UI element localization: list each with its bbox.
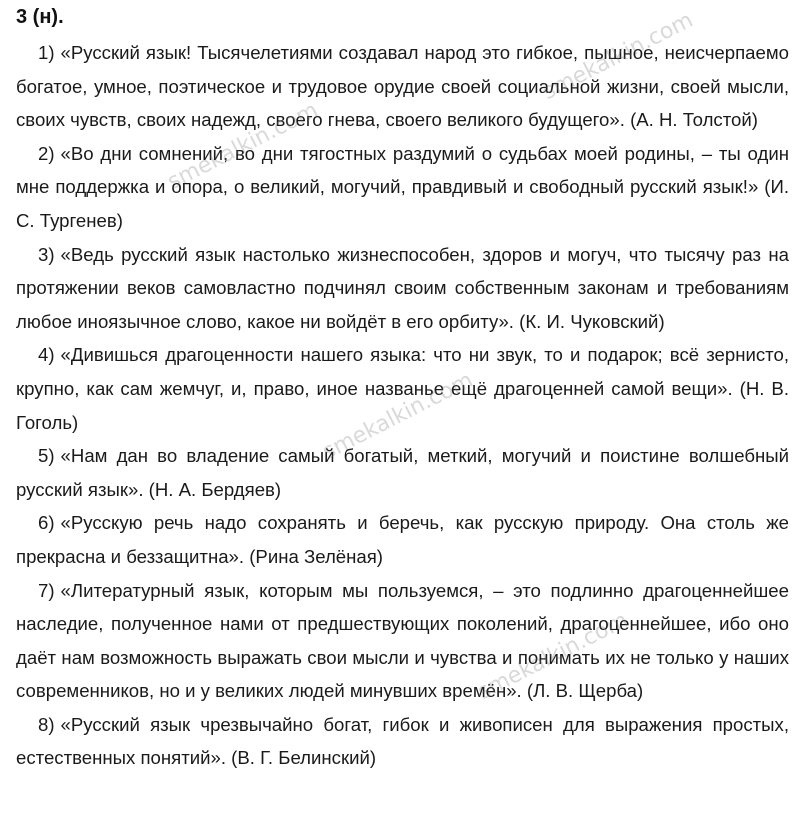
quote-text: «Во дни сомнений, во дни тягостных раздумий о судьбах моей родины, – ты один мне поддержка и опора, о великий, могучий, правдивый и свободный русский язык!» (И. С. Тургенев) bbox=[16, 142, 789, 231]
quote-number: 5) bbox=[38, 445, 55, 467]
quote-text: «Русский язык! Тысячелетиями создавал народ это гибкое, пышное, неисчерпаемо богатое, умное, поэтическое и трудовое орудие своей социальной жизни, своей мысли, своих чувств, своих надежд, своего гнева, своего великого будущего». (А. Н. Толстой) bbox=[16, 42, 789, 131]
quote-number: 8) bbox=[38, 713, 55, 735]
exercise-number: 3 (н). bbox=[16, 6, 64, 28]
quote-paragraph-4 bbox=[16, 338, 789, 439]
quote-text: «Нам дан во владение самый богатый, меткий, могучий и поистине волшебный русский язык». (Н. А. Бердяев) bbox=[16, 445, 789, 500]
quote-number: 4) bbox=[38, 344, 55, 366]
quote-text: «Русский язык чрезвычайно богат, гибок и живописен для выражения простых, естественных понятий». (В. Г. Белинский) bbox=[16, 713, 789, 769]
quote-paragraph-3 bbox=[16, 238, 789, 339]
quote-text: «Дивишься драгоценности нашего языка: что ни звук, то и подарок; всё зернисто, крупно, как сам жемчуг, и, право, иное названье ещё драгоценней самой вещи». (Н. В. Гоголь) bbox=[16, 344, 789, 433]
quotes-list bbox=[16, 36, 789, 775]
quote-paragraph-1 bbox=[16, 36, 789, 137]
quote-text: «Русскую речь надо сохранять и беречь, как русскую природу. Она столь же прекрасна и беззащитна». (Рина Зелёная) bbox=[16, 512, 789, 567]
quote-text: «Ведь русский язык настолько жизнеспособен, здоров и могуч, что тысячу раз на протяжении веков самовластно подчинял своим собственным законам и требованиям любое иноязычное слово, какое ни войдёт в его орбиту». (К. И. Чуковский) bbox=[16, 243, 789, 332]
watermark: smekalkin.com bbox=[538, 7, 698, 106]
quote-paragraph-2 bbox=[16, 137, 789, 238]
quote-number: 7) bbox=[38, 579, 55, 601]
quote-number: 1) bbox=[38, 42, 55, 63]
quote-text: «Литературный язык, которым мы пользуемся, – это подлинно драгоценнейшее наследие, полученное нами от предшествующих поколений, драгоценнейшее, ибо оно даёт нам возможность выражать свои мысли и чувства и понимать их не только у наших современников, но и у великих людей минувших времён». (Л. В. Щерба) bbox=[16, 579, 789, 702]
quote-paragraph-6 bbox=[16, 506, 789, 573]
watermark: smekalkin.com bbox=[163, 97, 323, 195]
quote-paragraph-7 bbox=[16, 574, 789, 708]
quote-paragraph-5 bbox=[16, 439, 789, 506]
quote-number: 6) bbox=[38, 512, 55, 534]
watermark: smekalkin.com bbox=[473, 607, 633, 705]
quote-paragraph-8 bbox=[16, 708, 789, 775]
quote-number: 2) bbox=[38, 142, 55, 164]
watermark: smekalkin.com bbox=[318, 367, 478, 465]
quote-number: 3) bbox=[38, 243, 55, 265]
